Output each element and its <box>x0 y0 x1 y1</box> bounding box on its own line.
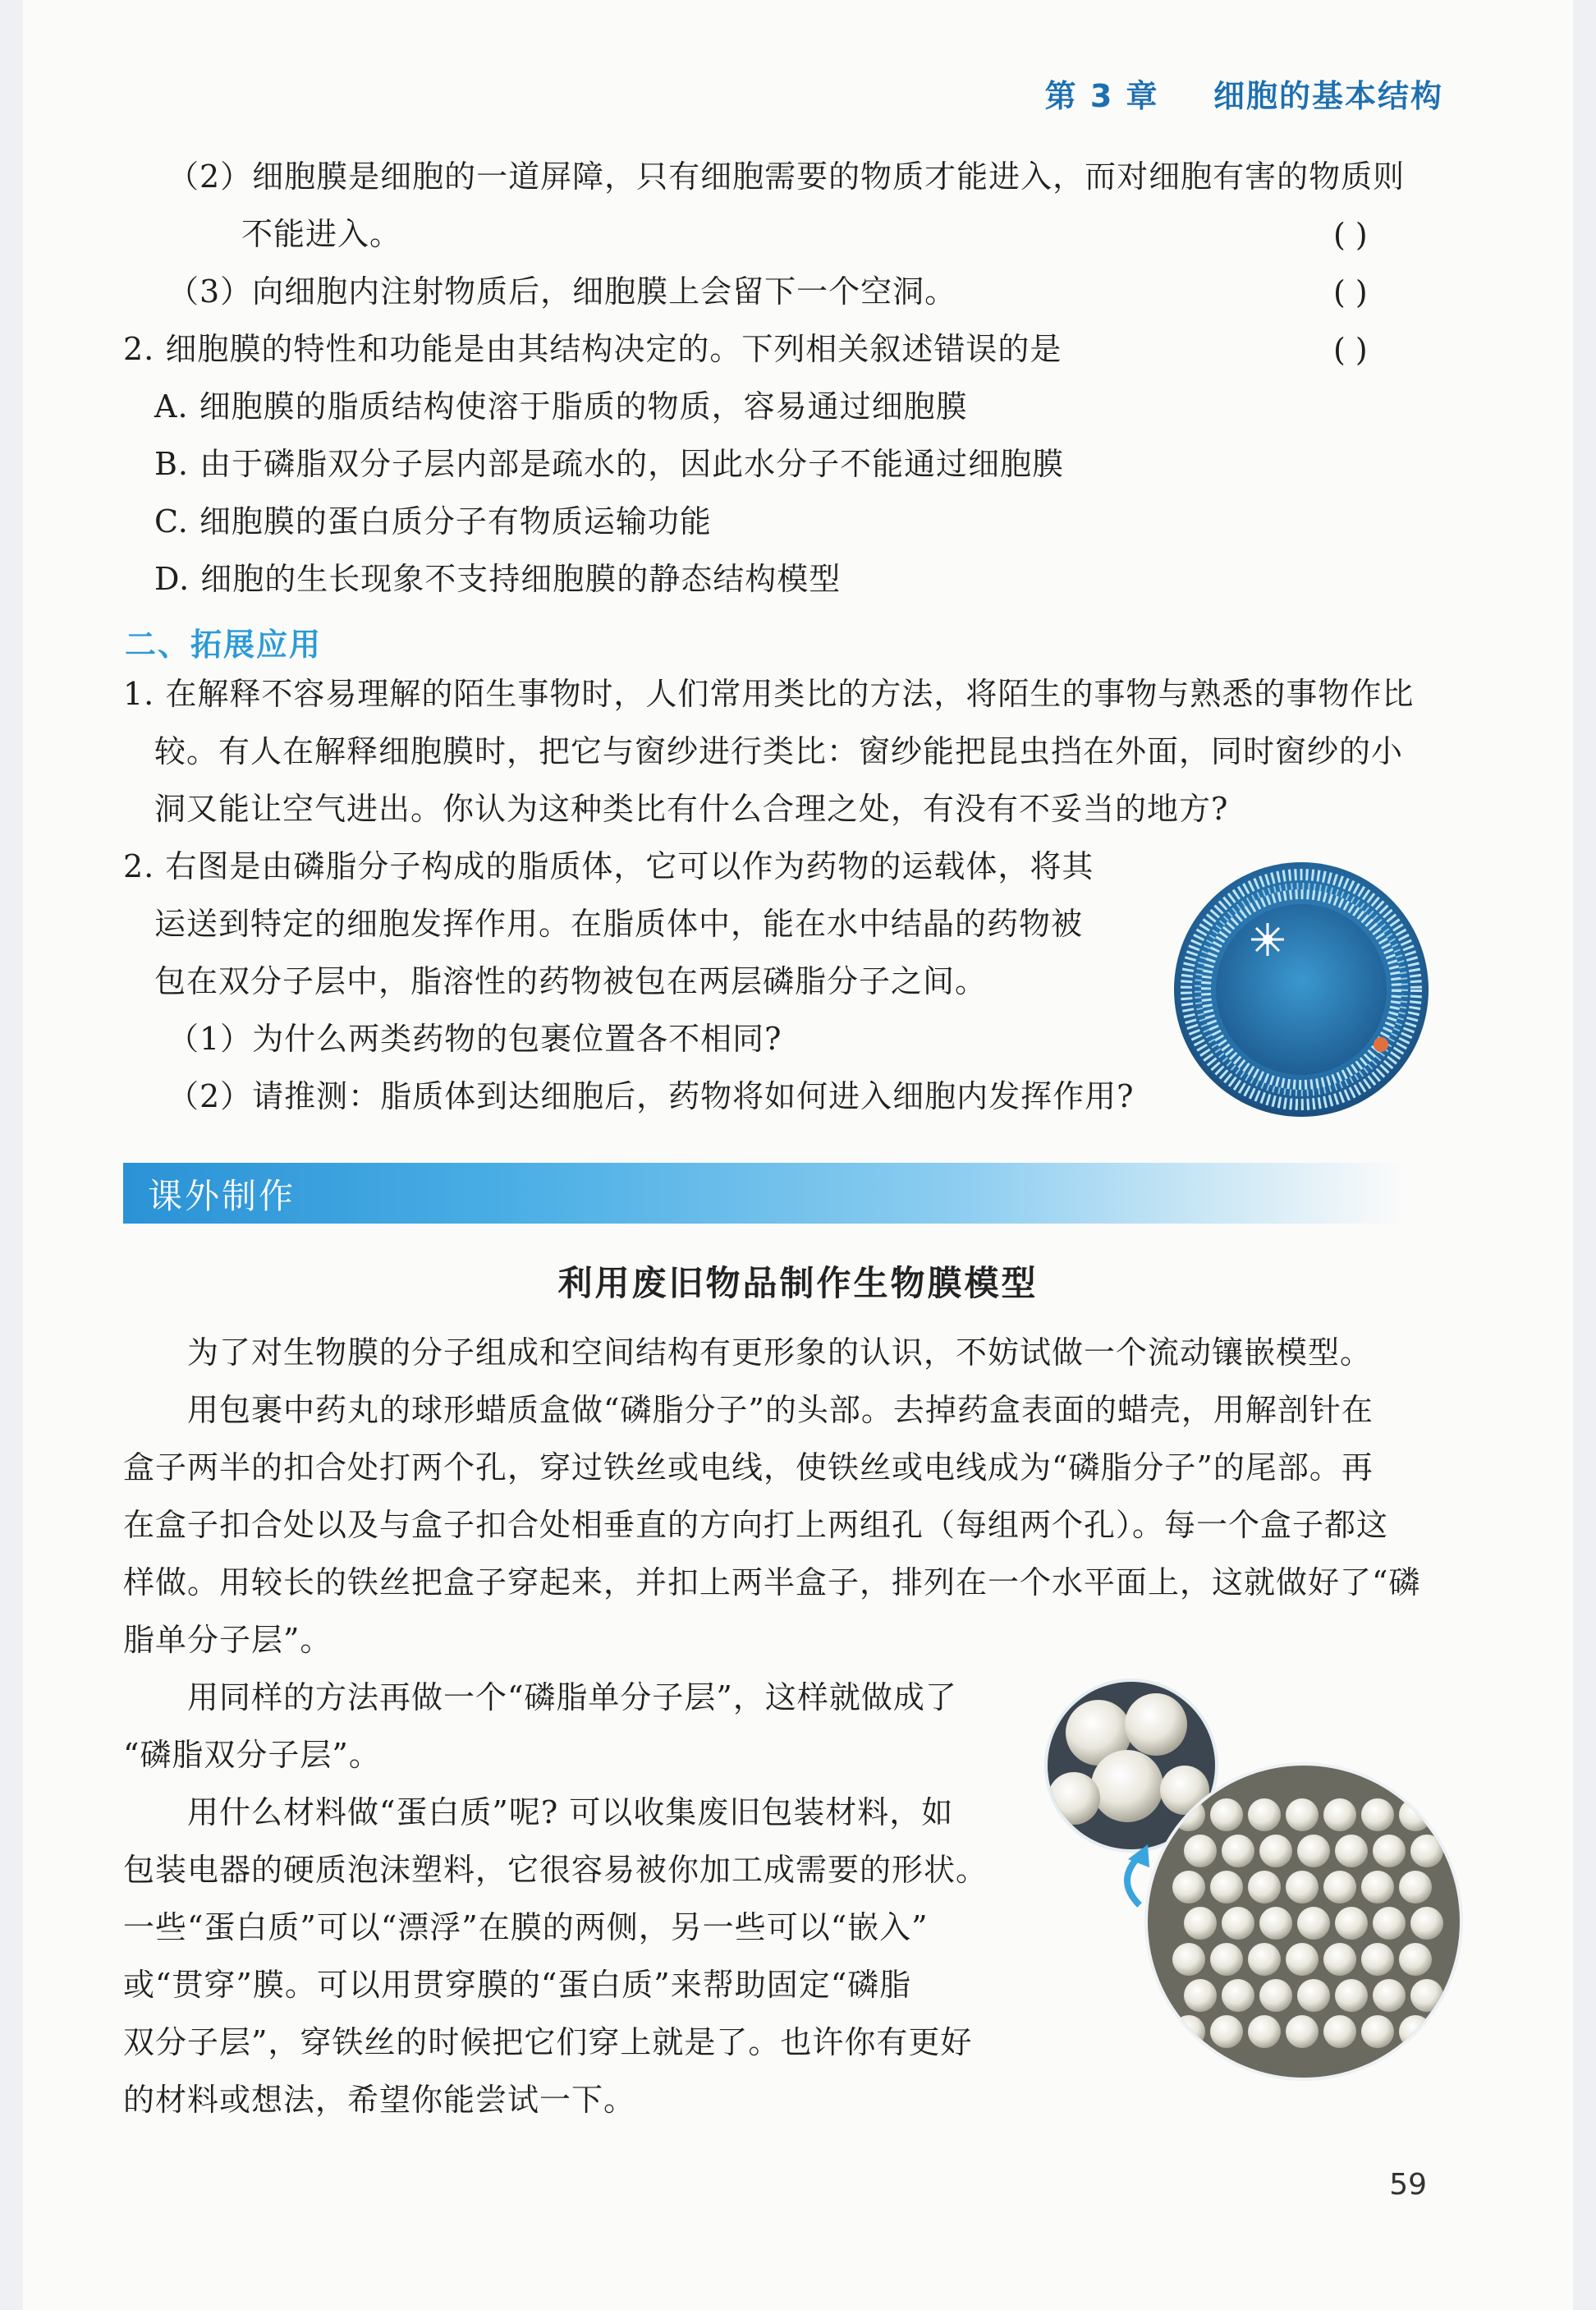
judge-item-2-line2: 不能进入。 <box>241 216 402 252</box>
model-ball <box>1399 1871 1432 1904</box>
model-ball <box>1361 1798 1394 1831</box>
article-line: 用同样的方法再做一个“磷脂单分子层”，这样就做成了 <box>187 1679 957 1715</box>
model-ball <box>1297 1835 1330 1867</box>
model-ball <box>1373 1979 1406 2012</box>
model-ball <box>1259 1907 1292 1940</box>
ext-q2-sub2: （2）请推测：脂质体到达细胞后，药物将如何进入细胞内发挥作用? <box>167 1078 1135 1114</box>
chapter-number: 第 3 章 <box>1044 78 1159 114</box>
article-line: 或“贯穿”膜。可以用贯穿膜的“蛋白质”来帮助固定“磷脂 <box>123 1967 912 2003</box>
judge-item-2-line1: （2）细胞膜是细胞的一道屏障，只有细胞需要的物质才能进入，而对细胞有害的物质则 <box>167 158 1406 195</box>
answer-blank: ( ) <box>1333 332 1368 368</box>
ext-q1-line: 较。有人在解释细胞膜时，把它与窗纱进行类比：窗纱能把昆虫挡在外面，同时窗纱的小 <box>154 733 1404 769</box>
model-ball <box>1335 1835 1368 1867</box>
model-ball <box>1373 1835 1406 1867</box>
model-ball <box>1210 1943 1243 1976</box>
model-ball <box>1323 2015 1356 2048</box>
model-ball <box>1297 1907 1330 1940</box>
option-a: A. 细胞膜的脂质结构使溶于脂质的物质，容易通过细胞膜 <box>154 388 968 425</box>
model-ball <box>1286 2015 1319 2048</box>
model-ball <box>1373 1907 1406 1940</box>
article-title: 利用废旧物品制作生物膜模型 <box>557 1263 1039 1303</box>
model-ball <box>1184 1835 1217 1867</box>
banner-label: 课外制作 <box>148 1176 296 1216</box>
article-line: 包装电器的硬质泡沫塑料，它很容易被你加工成需要的形状。 <box>123 1852 988 1888</box>
model-ball <box>1335 1907 1368 1940</box>
page-number: 59 <box>1389 2168 1427 2202</box>
liposome-illustration <box>1166 854 1437 1125</box>
ext-q1-line: 1. 在解释不容易理解的陌生事物时，人们常用类比的方法，将陌生的事物与熟悉的事物作比 <box>123 676 1415 712</box>
answer-blank: ( ) <box>1333 274 1368 310</box>
model-ball <box>1184 1979 1217 2012</box>
section-banner <box>123 1163 1404 1224</box>
model-ball <box>1210 1871 1243 1904</box>
article-line: 为了对生物膜的分子组成和空间结构有更形象的认识，不妨试做一个流动镶嵌模型。 <box>187 1334 1373 1371</box>
model-ball <box>1286 1798 1319 1831</box>
arrow-icon <box>1127 1856 1140 1905</box>
option-d: D. 细胞的生长现象不支持细胞膜的静态结构模型 <box>154 561 842 597</box>
chapter-header <box>1045 71 1443 116</box>
textbook-page <box>23 0 1573 2310</box>
article-line: 的材料或想法，希望你能尝试一下。 <box>123 2082 636 2118</box>
model-ball <box>1248 1798 1281 1831</box>
model-ball <box>1172 1871 1205 1904</box>
article-line: 盒子两半的扣合处打两个孔，穿过铁丝或电线，使铁丝或电线成为“磷脂分子”的尾部。再 <box>123 1449 1374 1486</box>
model-ball <box>1361 1943 1394 1976</box>
option-b: B. 由于磷脂双分子层内部是疏水的，因此水分子不能通过细胞膜 <box>154 446 1065 482</box>
article-line: 用什么材料做“蛋白质”呢? 可以收集废旧包装材料，如 <box>187 1794 954 1830</box>
model-ball <box>1361 2015 1394 2048</box>
model-ball <box>1323 1943 1356 1976</box>
model-ball <box>1410 1907 1443 1940</box>
article-line: 脂单分子层”。 <box>123 1622 332 1658</box>
article-line: 用包裹中药丸的球形蜡质盒做“磷脂分子”的头部。去掉药盒表面的蜡壳，用解剖针在 <box>187 1392 1374 1428</box>
question-2-stem: 2. 细胞膜的特性和功能是由其结构决定的。下列相关叙述错误的是 <box>123 331 1062 367</box>
model-ball <box>1222 1979 1254 2012</box>
judge-item-3: （3）向细胞内注射物质后，细胞膜上会留下一个空洞。 <box>167 273 957 310</box>
answer-blank: ( ) <box>1333 217 1368 253</box>
model-ball <box>1172 1943 1205 1976</box>
model-ball <box>1297 1979 1330 2012</box>
model-ball <box>1399 1798 1432 1831</box>
model-ball <box>1335 1979 1368 2012</box>
article-line: 一些“蛋白质”可以“漂浮”在膜的两侧，另一些可以“嵌入” <box>123 1909 929 1945</box>
model-ball <box>1222 1907 1254 1940</box>
article-line: 在盒子扣合处以及与盒子扣合处相垂直的方向打上两组孔（每组两个孔）。每一个盒子都这 <box>123 1507 1389 1543</box>
ext-q2-line: 2. 右图是由磷脂分子构成的脂质体，它可以作为药物的运载体，将其 <box>123 848 1094 884</box>
article-line: “磷脂双分子层”。 <box>123 1737 381 1773</box>
section-heading-extension: 二、拓展应用 <box>125 627 323 663</box>
ext-q2-sub1: （1）为什么两类药物的包裹位置各不相同? <box>167 1021 782 1057</box>
model-ball <box>1248 1943 1281 1976</box>
model-ball <box>1248 1871 1281 1904</box>
lipid-drug-icon <box>1374 1037 1388 1052</box>
model-ball <box>1286 1871 1319 1904</box>
model-ball <box>1399 1943 1432 1976</box>
membrane-model-photo <box>1041 1675 1468 2086</box>
model-ball <box>1222 1835 1254 1867</box>
model-ball <box>1184 1907 1217 1940</box>
model-ball <box>1323 1798 1356 1831</box>
model-ball <box>1248 2015 1281 2048</box>
article-line: 样做。用较长的铁丝把盒子穿起来，并扣上两半盒子，排列在一个水平面上，这就做好了“磷 <box>123 1564 1421 1600</box>
model-ball <box>1259 1835 1292 1867</box>
ext-q1-line: 洞又能让空气进出。你认为这种类比有什么合理之处，有没有不妥当的地方? <box>154 791 1229 827</box>
model-ball <box>1286 1943 1319 1976</box>
model-ball <box>1410 1979 1443 2012</box>
model-ball <box>1361 1871 1394 1904</box>
model-ball <box>1323 1871 1356 1904</box>
model-ball <box>1259 1979 1292 2012</box>
model-ball <box>1210 2015 1243 2048</box>
ext-q2-line: 包在双分子层中，脂溶性的药物被包在两层磷脂分子之间。 <box>154 963 988 999</box>
option-c: C. 细胞膜的蛋白质分子有物质运输功能 <box>154 503 712 540</box>
article-line: 双分子层”，穿铁丝的时候把它们穿上就是了。也许你有更好 <box>123 2024 973 2060</box>
model-ball <box>1210 1798 1243 1831</box>
chapter-title: 细胞的基本结构 <box>1213 78 1443 114</box>
ext-q2-line: 运送到特定的细胞发挥作用。在脂质体中，能在水中结晶的药物被 <box>154 906 1084 942</box>
